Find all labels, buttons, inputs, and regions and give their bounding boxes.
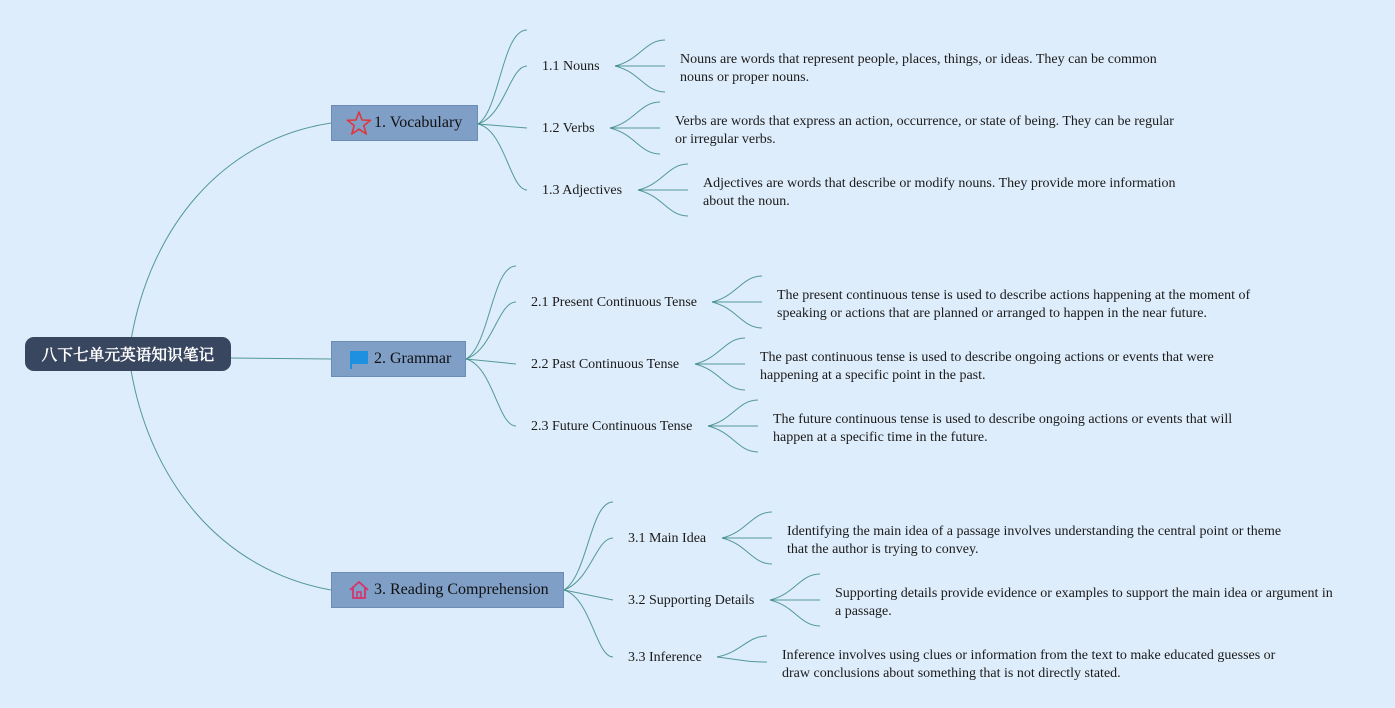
topic-label: 1. Vocabulary xyxy=(374,114,463,131)
subtopic-past-continuous[interactable]: 2.2 Past Continuous Tense xyxy=(531,357,680,372)
description-verbs: Verbs are words that express an action, occurrence, or state of being. They can be regular or irregular verbs. xyxy=(675,114,1174,147)
topic-vocabulary[interactable] xyxy=(331,105,478,141)
star-icon xyxy=(346,110,372,136)
description-present-continuous: The present continuous tense is used to describe actions happening at the moment of speaking or actions that are planned or arranged to happen in the near future. xyxy=(777,288,1251,321)
flag-icon xyxy=(346,346,372,372)
subtopic-verbs[interactable]: 1.2 Verbs xyxy=(542,121,595,136)
home-icon xyxy=(346,577,372,603)
description-supporting-details: Supporting details provide evidence or examples to support the main idea or argument in a passage. xyxy=(835,586,1333,619)
subtopic-nouns[interactable]: 1.1 Nouns xyxy=(542,59,600,74)
subtopic-future-continuous[interactable]: 2.3 Future Continuous Tense xyxy=(531,419,693,434)
description-adjectives: Adjectives are words that describe or modify nouns. They provide more information about the noun. xyxy=(703,176,1176,209)
description-inference: Inference involves using clues or information from the text to make educated guesses or draw conclusions about something that is not directly stated. xyxy=(782,648,1276,681)
subtopic-supporting-details[interactable]: 3.2 Supporting Details xyxy=(628,593,755,608)
subtopic-main-idea[interactable]: 3.1 Main Idea xyxy=(628,531,707,546)
root-node[interactable]: 八下七单元英语知识笔记 xyxy=(25,337,231,371)
description-nouns: Nouns are words that represent people, places, things, or ideas. They can be common nouns or proper nouns. xyxy=(680,52,1157,85)
topic-label: 3. Reading Comprehension xyxy=(374,581,549,598)
subtopic-present-continuous[interactable]: 2.1 Present Continuous Tense xyxy=(531,295,697,310)
description-future-continuous: The future continuous tense is used to describe ongoing actions or events that will happen at a specific time in the future. xyxy=(773,412,1233,445)
topic-reading-comprehension[interactable] xyxy=(331,572,564,608)
description-past-continuous: The past continuous tense is used to describe ongoing actions or events that were happening at a specific point in the past. xyxy=(760,350,1214,383)
subtopic-adjectives[interactable]: 1.3 Adjectives xyxy=(542,183,623,198)
subtopic-inference[interactable]: 3.3 Inference xyxy=(628,650,702,665)
topic-grammar[interactable] xyxy=(331,341,466,377)
topic-label: 2. Grammar xyxy=(374,350,452,367)
description-main-idea: Identifying the main idea of a passage involves understanding the central point or theme that the author is trying to convey. xyxy=(787,524,1282,557)
